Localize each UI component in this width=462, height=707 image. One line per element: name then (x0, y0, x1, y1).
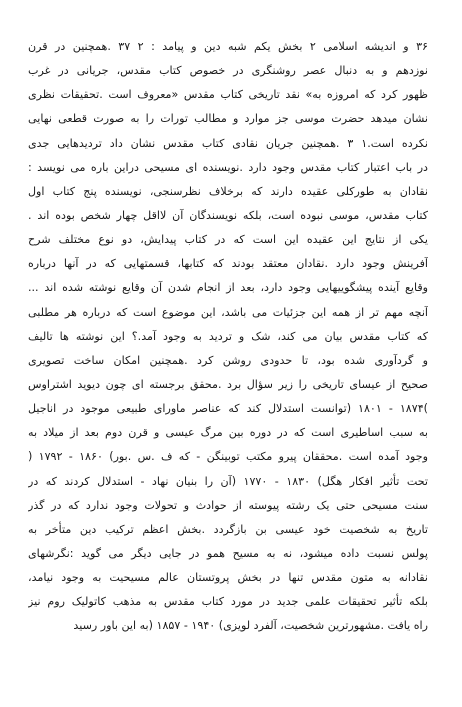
text-line: و گردآوری شده بود، تا حدودی روشن کرد .همچنین امکان ساخت تصویری (28, 353, 428, 367)
text-line: صحیح از عیسای تاریخی را زیر سؤال برد .محقق برجسته ای چون دیوید اشتراوس (28, 377, 428, 391)
text-line: تحت تأثیر افکار هگل) ۱۸۳۰ - ۱۷۷۰ (آن را بنیان نهاد - استدلال کردند که در (28, 474, 428, 488)
text-line: وقایع آینده پیشگوییهایی وجود دارد، بعد از انجام شدن آن وقایع نوشته شده اند ... (28, 281, 428, 295)
text-line: نقادانه به متون مقدس تنها در بخش پروتستان عالم مسیحیت به وجود نیامد، (28, 571, 428, 585)
text-line: تاریخ به شخصیت خود عیسی بن بازگردد .بخش اعظم ترکیب دین متأخر به (28, 522, 428, 536)
body-paragraph (28, 35, 428, 639)
text-line: بلکه تأثیر تحقیقات علمی جدید در مورد کتاب مقدس به مذهب کاتولیک روم نیز (28, 595, 428, 609)
text-line: )۱۸۷۴ - ۱۸۰۱ (توانست استدلال کند که عناصر ماورای طبیعی موجود در اناجیل (28, 402, 428, 416)
text-line: ظهور کرد که امروزه به» نقد تاریخی کتاب مقدس «معروف است .تحقیقات نظری (28, 88, 428, 102)
text-line: نشان میدهد حضرت موسی جز موارد و مطالب تورات را به صورت قطعی نهایی (28, 112, 428, 126)
text-line: نقادان به طورکلی عقیده دارند که برخلاف نظرسنجی، نویسنده پنج کتاب اول (28, 184, 428, 198)
text-line: نوزدهم و به دنبال عصر روشنگری در خصوص کتاب مقدس، جریانی در غرب (28, 64, 428, 78)
text-line: آفرینش وجود دارد .نقادان معتقد بودند که کتابها، قسمتهایی که در آنها درباره (28, 257, 428, 271)
text-line: راه یافت .مشهورترین شخصیت، آلفرد لویزی) ۱۹۴۰ - ۱۸۵۷ (به این باور رسید (73, 619, 428, 633)
text-line: یکی از نتایج این عقیده این است که در کتاب پیدایش، دو نوع مختلف شرح (28, 233, 428, 247)
text-line: نکرده است.۱ ۳ .همچنین جریان نقادی کتاب مقدس نشان داد تردیدهایی جدی (28, 136, 428, 150)
text-line: کتاب مقدس، موسی نبوده است، بلکه نویسندگان آن لااقل چهار شخص بوده اند . (28, 208, 428, 222)
text-line: آنچه مهم تر از همه این جزئیات می باشد، این موضوع است که درباره هر مطلبی (28, 305, 428, 319)
text-line: در باب اعتبار کتاب مقدس وجود دارد .نویسنده ای مسیحی دراین باره می نویسد : (28, 160, 428, 174)
text-line: که کتاب مقدس بیان می کند، شک و تردید به وجود آمد.؟ این نوشته ها تالیف (28, 329, 428, 343)
text-line: پولس نسبت داده میشود، نه به مسیح همو در جایی دیگر می گوید :نگرشهای (28, 546, 428, 560)
text-line: ۳۶ و اندیشه اسلامی ۲ بخش یکم شبه دین و پیامد : ۲ ۳۷ .همچنین در قرن (28, 40, 428, 53)
text-line: وجود آمده است .محققان پیرو مکتب توبینگن - که ف .س .بور) ۱۸۶۰ - ۱۷۹۲ ( (28, 450, 428, 464)
text-line: سنت مسیحی حتی یک رشته پیوسته از حوادث و تحولات وجود ندارد که در گذر (28, 498, 428, 512)
text-line: به سبب اساطیری است که در دوره بین مرگ عیسی و قرن دوم بعد از میلاد به (28, 426, 428, 440)
